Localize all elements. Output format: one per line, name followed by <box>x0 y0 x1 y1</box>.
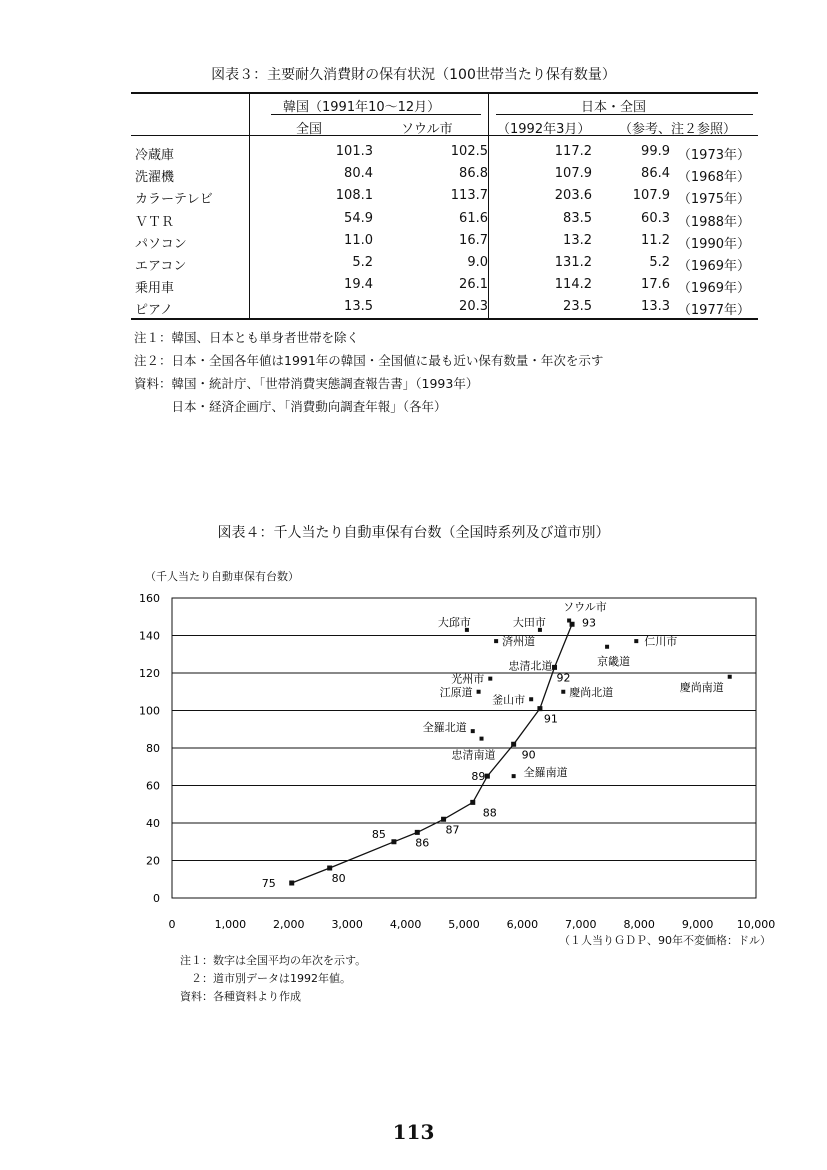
x-tick-label: 5,000 <box>448 918 480 931</box>
table-cell-japan-1992: 114.2 <box>554 277 592 293</box>
national-point-label: 90 <box>521 748 536 762</box>
x-tick-label: 9,000 <box>681 918 714 931</box>
region-point <box>561 690 565 694</box>
national-point <box>327 866 332 871</box>
table-cell-seoul: 113.7 <box>450 188 488 204</box>
table3-title: 図表３：主要耐久消費財の保有状況（100世帯当たり保有数量） <box>211 67 616 83</box>
region-point <box>529 697 533 701</box>
table-cell-seoul: 61.6 <box>459 210 488 226</box>
table-cell-korea-nation: 5.2 <box>352 255 373 270</box>
national-point <box>415 830 420 835</box>
table-cell-japan-1992: 13.2 <box>563 232 592 248</box>
region-point-label: 仁川市 <box>644 635 678 649</box>
y-tick-label: 140 <box>139 629 160 643</box>
national-point-label: 87 <box>445 823 460 837</box>
table-cell-japan-1992: 203.6 <box>554 188 592 204</box>
region-point-label: 京畿道 <box>597 654 631 668</box>
region-point-label: 全羅北道 <box>422 721 467 735</box>
region-point-label: 全羅南道 <box>523 766 568 780</box>
x-tick-label: 8,000 <box>623 918 655 931</box>
region-point-label: 忠清北道 <box>508 659 553 673</box>
national-point-label: 91 <box>543 712 558 726</box>
table-cell-item: カラーテレビ <box>135 192 213 208</box>
y-tick-label: 100 <box>139 704 160 718</box>
table-cell-korea-nation: 19.4 <box>344 277 373 293</box>
table-cell-ref-year: （1973年） <box>677 148 750 163</box>
table-cell-ref-value: 60.3 <box>641 210 670 226</box>
x-tick-label: 4,000 <box>389 918 422 931</box>
table-cell-japan-1992: 107.9 <box>554 166 592 182</box>
chart4-title: 図表４：千人当たり自動車保有台数（全国時系列及び道市別） <box>217 525 610 541</box>
region-point <box>728 675 732 679</box>
table-cell-ref-value: 17.6 <box>641 277 670 293</box>
region-point-label: 大邱市 <box>437 615 471 629</box>
table-cell-seoul: 16.7 <box>459 232 488 248</box>
table-cell-ref-year: （1968年） <box>677 170 750 186</box>
table-cell-seoul: 9.0 <box>467 255 488 270</box>
table-cell-ref-value: 86.4 <box>641 166 670 182</box>
y-tick-label: 160 <box>139 592 160 605</box>
y-tick-label: 80 <box>146 742 160 755</box>
region-point <box>488 677 492 681</box>
national-point-label: 93 <box>582 616 597 630</box>
table-cell-seoul: 26.1 <box>459 277 488 293</box>
national-point <box>289 881 294 886</box>
y-tick-label: 0 <box>153 892 160 905</box>
table3-note: 日本・経済企画庁、「消費動向調査年報」（各年） <box>134 399 447 414</box>
table3-note: 資料：韓国・統計庁、「世帯消費実態調査報告書」（1993年） <box>134 376 479 391</box>
region-point <box>477 690 481 694</box>
x-tick-label: 2,000 <box>273 918 305 931</box>
table-cell-korea-nation: 54.9 <box>344 210 373 226</box>
table-cell-korea-nation: 108.1 <box>335 188 373 204</box>
x-tick-label: 6,000 <box>506 918 539 931</box>
table3-note: 注１：韓国、日本とも単身者世帯を除く <box>134 330 360 345</box>
national-point-label: 80 <box>331 872 346 885</box>
region-point <box>605 645 609 649</box>
x-tick-label: 3,000 <box>331 918 363 931</box>
y-tick-label: 120 <box>139 667 160 680</box>
region-point-label: 釜山市 <box>492 693 526 707</box>
x-tick-label: 10,000 <box>736 918 776 931</box>
table-cell-item: エアコン <box>135 259 187 274</box>
header-japan-1992: （1992年3月） <box>497 122 591 137</box>
table-cell-item: ＶＴＲ <box>135 214 175 230</box>
table-cell-item: 乗用車 <box>135 281 175 297</box>
national-point-label: 89 <box>471 770 486 784</box>
chart4-note: 資料：各種資料より作成 <box>180 990 301 1003</box>
region-point-label: 忠清南道 <box>451 748 496 762</box>
chart4-note: 注１：数字は全国平均の年次を示す。 <box>180 954 367 967</box>
table-cell-ref-year: （1988年） <box>677 214 750 230</box>
header-japan-ref: （参考、注２参照） <box>619 122 737 137</box>
table-cell-ref-value: 11.2 <box>641 232 670 248</box>
national-point <box>391 839 396 844</box>
national-point <box>485 774 490 779</box>
region-point-label: 済州道 <box>502 635 536 649</box>
region-point-label: 大田市 <box>512 615 546 629</box>
chart4-note: ２：道市別データは1992年値。 <box>180 972 351 985</box>
table-cell-ref-year: （1969年） <box>677 281 750 297</box>
header-japan-group: 日本・全国 <box>581 100 647 115</box>
region-point <box>471 729 475 733</box>
national-point <box>537 706 542 711</box>
table-cell-korea-nation: 11.0 <box>344 232 373 248</box>
national-point-label: 86 <box>415 836 430 850</box>
table-cell-japan-1992: 131.2 <box>554 255 592 270</box>
table-cell-ref-year: （1977年） <box>677 303 750 319</box>
region-point-label: 江原道 <box>439 685 473 699</box>
national-point <box>511 742 516 747</box>
region-point <box>512 774 516 778</box>
page-number: 113 <box>392 1120 435 1144</box>
table-cell-ref-value: 107.9 <box>632 188 670 204</box>
region-point <box>567 619 571 623</box>
national-point <box>470 800 475 805</box>
national-point <box>441 817 446 822</box>
region-point-label: ソウル市 <box>563 600 607 614</box>
chart4-xlabel: （１人当りＧＤＰ、90年不変価格：ドル） <box>559 934 771 947</box>
table-cell-korea-nation: 13.5 <box>344 299 373 315</box>
table-cell-ref-value: 13.3 <box>641 299 670 315</box>
y-tick-label: 40 <box>146 817 160 830</box>
x-tick-label: 1,000 <box>214 918 247 931</box>
table-cell-ref-value: 99.9 <box>641 144 670 159</box>
national-point-label: 88 <box>482 806 497 820</box>
table-cell-korea-nation: 101.3 <box>335 144 373 159</box>
table-cell-seoul: 86.8 <box>459 166 488 182</box>
region-point-label: 光州市 <box>451 672 485 686</box>
region-point-label: 慶尚北道 <box>569 685 614 699</box>
table-cell-korea-nation: 80.4 <box>344 166 373 182</box>
y-tick-label: 60 <box>146 779 160 793</box>
table-cell-seoul: 102.5 <box>450 144 488 159</box>
table3-note: 注２：日本・全国各年値は1991年の韓国・全国値に最も近い保有数量・年次を示す <box>134 353 604 368</box>
national-point-label: 75 <box>261 877 276 890</box>
table-cell-seoul: 20.3 <box>459 299 488 315</box>
header-korea-seoul: ソウル市 <box>401 122 453 137</box>
region-point <box>494 639 498 643</box>
header-korea-group: 韓国（1991年10～12月） <box>283 100 441 115</box>
table-cell-japan-1992: 117.2 <box>554 144 592 159</box>
table-cell-ref-year: （1990年） <box>677 236 750 252</box>
header-korea-nation: 全国 <box>296 122 323 137</box>
x-tick-label: 7,000 <box>565 918 597 931</box>
table-cell-item: ピアノ <box>135 303 173 319</box>
table-cell-ref-value: 5.2 <box>649 255 670 270</box>
table-cell-ref-year: （1975年） <box>677 192 750 208</box>
x-tick-label: 0 <box>168 918 176 931</box>
chart4-ylabel: （千人当たり自動車保有台数） <box>145 570 299 583</box>
region-point <box>634 639 638 643</box>
table-cell-item: パソコン <box>135 236 187 252</box>
table-cell-japan-1992: 83.5 <box>563 210 592 226</box>
table-cell-item: 冷蔵庫 <box>135 148 175 163</box>
region-point <box>480 737 484 741</box>
table-cell-ref-year: （1969年） <box>677 259 750 274</box>
region-point <box>553 665 557 669</box>
national-point-label: 85 <box>371 827 386 841</box>
national-point-label: 92 <box>556 671 571 685</box>
y-tick-label: 20 <box>146 854 160 868</box>
region-point-label: 慶尚南道 <box>679 680 724 694</box>
table-cell-japan-1992: 23.5 <box>563 299 592 315</box>
table-cell-item: 洗濯機 <box>135 170 175 186</box>
